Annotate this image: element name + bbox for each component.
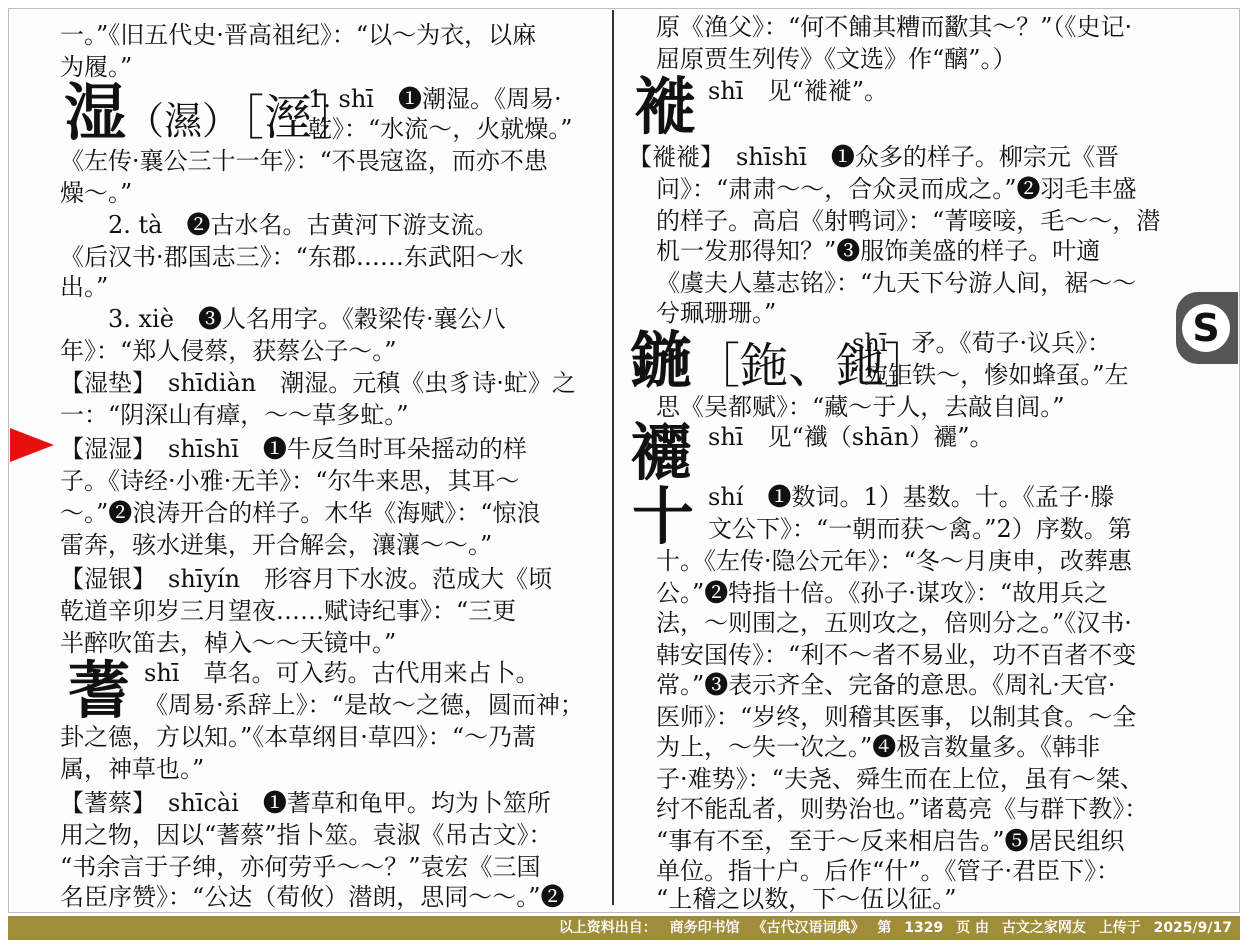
text-line: 雷奔，骇水迸集，开合解会，瀼瀼～～。”: [60, 531, 493, 559]
text-line: “事有不至，至于～反来相启告。”❺居民组织: [656, 827, 1125, 855]
text-line: 乾道辛卯岁三月望夜……赋诗纪事》：“三更: [60, 597, 517, 625]
footer-page-label: 第: [877, 920, 892, 936]
text-line: 公。”❷特指十倍。《孙子·谋攻》：“故用兵之: [656, 579, 1109, 607]
headword-sense: shī 矛。《荀子·议兵》：: [852, 329, 1112, 357]
text-line: 卦之德，方以知。”《本草纲目·草四》：“～乃蒿: [60, 723, 537, 751]
text-line: 问》：“肃肃～～，合众灵而成之。”❷羽毛丰盛: [656, 175, 1137, 203]
text-line: 机一发那得知？”❸服饰美盛的样子。叶適: [656, 237, 1101, 265]
text-line: 年》：“郑人侵蔡，获蔡公子～。”: [60, 337, 397, 365]
headword-sense: shī 见“襳（shān）襹”。: [708, 423, 994, 451]
text-line: 《周易·系辞上》：“是故～之德，圆而神；: [144, 691, 584, 719]
red-arrow-marker-icon: [10, 428, 54, 462]
headword-sense: 乾》：“水流～，火就燥。”: [308, 115, 573, 143]
headword-shi-spear: 鍦［鉇、釶］: [630, 324, 933, 397]
text-line: 纣不能乱者，则势治也。”诸葛亮《与群下教》：: [656, 795, 1149, 823]
footer-page-label-post: 页 由: [956, 920, 989, 936]
headword-sense: shī 草名。可入药。古代用来占卜。: [144, 659, 540, 687]
text-line: 《左传·襄公三十一年》：“不畏寇盗，而亦不患: [60, 147, 548, 175]
entry-shidian: 【湿垫】 shīdiàn 潮湿。元稹《虫豸诗·虻》之: [60, 369, 576, 397]
text-line: 思《吴都赋》：“藏～于人，去敲自闾。”: [656, 393, 1065, 421]
text-line: 文公下》：“一朝而获～禽。”2）序数。第: [708, 515, 1132, 543]
text-line: 原《渔父》：“何不餔其糟而歠其～？”（《史记·: [656, 13, 1133, 41]
text-line: 十。《左传·隐公元年》：“冬～月庚申，改葬惠: [656, 547, 1132, 575]
text-line: 单位。指十户。后作“什”。《管子·君臣下》：: [656, 857, 1121, 885]
text-line: 法，～则围之，五则攻之，倍则分之。”《汉书·: [656, 609, 1132, 637]
text-line: 燥～。”: [60, 179, 133, 207]
headword-shi-ten: 十: [632, 480, 695, 553]
footer-page-number: 1329: [904, 920, 944, 936]
headword-sense: shí ❶数词。1）基数。十。《孟子·滕: [708, 483, 1115, 511]
headword-variant: ［鉇、釶］: [692, 338, 933, 394]
text-line: 子·难势》：“夫尧、舜生而在上位，虽有～桀、: [656, 765, 1144, 793]
text-line: “书余言于子绅，亦何劳乎～～？”袁宏《三国: [60, 853, 541, 881]
column-divider: [612, 10, 614, 905]
entry-shishi-feathers: 【褷褷】 shīshī ❶众多的样子。柳宗元《晋: [628, 143, 1119, 171]
headword-variant: ［溼］: [240, 90, 361, 146]
text-line: 名臣序赞》：“公达（荀攸）潜朗，思同～～。”❷: [60, 883, 565, 911]
letter-tab-label: S: [1182, 304, 1230, 352]
text-line: 《后汉书·郡国志三》：“东郡……东武阳～水: [60, 243, 524, 271]
headword-shi-robe: 襹: [630, 416, 693, 489]
text-line: 属，神草也。”: [60, 755, 205, 783]
text-line: 2. tà ❷古水名。古黄河下游支流。: [60, 211, 499, 239]
text-line: 一：“阴深山有瘴，～～草多虻。”: [60, 401, 409, 429]
footer-source-label: 以上资料出自：: [558, 920, 657, 936]
footer-uploader: 古文之家网友: [1001, 920, 1086, 936]
text-line: 3. xiè ❸人名用字。《穀梁传·襄公八: [60, 305, 506, 333]
text-line: 子。《诗经·小雅·无羊》：“尔牛来思，其耳～: [60, 467, 520, 495]
text-line: ～。”❷浪涛开合的样子。木华《海赋》：“惊浪: [60, 499, 541, 527]
headword-shi-feathers: 褷: [634, 70, 697, 143]
text-line: “上稽之以数，下～伍以征。”: [656, 885, 957, 913]
headword-sense: 1. shī ❶潮湿。《周易·: [308, 85, 562, 113]
letter-index-tab[interactable]: [1176, 292, 1238, 364]
text-line: 兮珮珊珊。”: [656, 299, 777, 327]
text-line: 《虞夫人墓志铭》：“九天下兮游人间，裾～～: [656, 269, 1137, 297]
text-line: 常。”❸表示齐全、完备的意思。《周礼·天官·: [656, 671, 1116, 699]
entry-shicai: 【蓍蔡】 shīcài ❶蓍草和龟甲。均为卜筮所: [60, 789, 551, 817]
text-line: 用之物，因以“蓍蔡”指卜筮。袁淑《吊古文》：: [60, 821, 553, 849]
text-line: 为上，～失一次之。”❹极言数量多。《韩非: [656, 733, 1101, 761]
text-line: 出。”: [60, 273, 109, 301]
footer-publisher: 商务印书馆: [669, 920, 740, 936]
text-line: 屈原贾生列传》《文选》作“醨”。）: [656, 45, 1017, 73]
headword-sense: “宛钜铁～，惨如蜂虿。”左: [852, 361, 1129, 389]
headword-shi-wet: 湿（濕）［溼］: [64, 76, 361, 149]
text-line: 韩安国传》：“利不～者不易业，功不百者不变: [656, 641, 1137, 669]
text-line: 医师》：“岁终，则稽其医事，以制其食。～全: [656, 703, 1137, 731]
text-line: 半醉吹笛去，棹入～～天镜中。”: [60, 629, 397, 657]
headword-shi-yarrow: 蓍: [68, 654, 131, 727]
source-footer: [8, 916, 1240, 940]
footer-upload-label: 上传于: [1098, 920, 1141, 936]
footer-date: 2025/9/17: [1153, 920, 1232, 936]
text-line: 一。”《旧五代史·晋高祖纪》：“以～为衣，以麻: [60, 21, 537, 49]
footer-book-title: 《古代汉语词典》: [752, 920, 865, 936]
entry-shishi: 【湿湿】 shīshī ❶牛反刍时耳朵摇动的样: [60, 435, 527, 463]
headword-sense: shī 见“褷褷”。: [708, 77, 888, 105]
text-line: 为履。”: [60, 53, 133, 81]
entry-shiyin: 【湿银】 shīyín 形容月下水波。范成大《顷: [60, 565, 553, 593]
headword-variant: （濕）: [126, 99, 241, 143]
text-line: 的样子。高启《射鸭词》：“菁唼唼，毛～～，潜: [656, 207, 1161, 235]
